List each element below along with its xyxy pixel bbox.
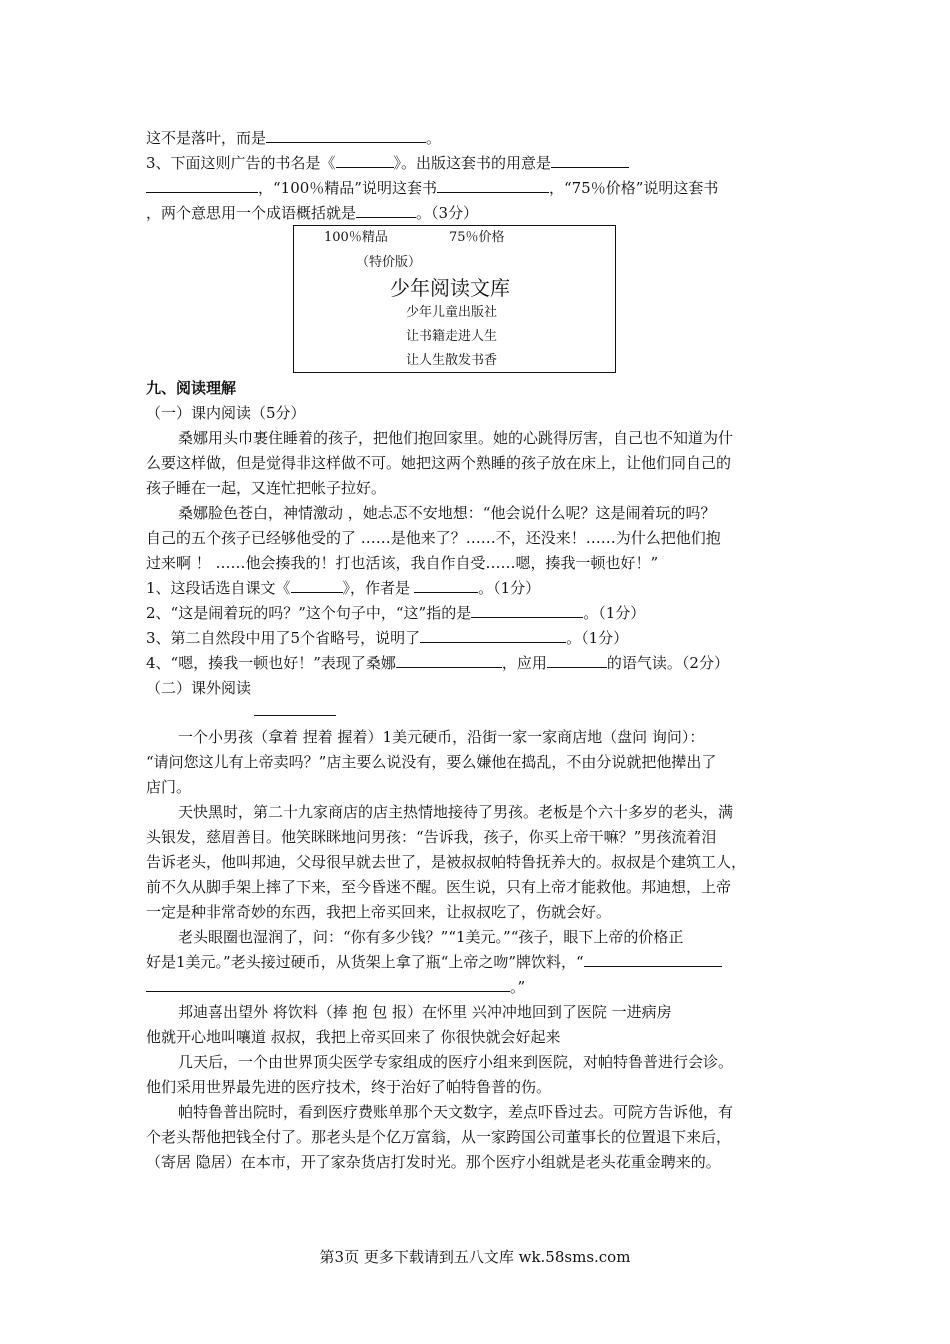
story-line: 几天后，一个由世界顶尖医学专家组成的医疗小组来到医院，对帕特鲁普进行会诊。 [178, 1053, 734, 1071]
passage-line: 么要这样做，但是觉得非这样做不可。她把这两个熟睡的孩子放在床上，让他们同自己的 [146, 454, 732, 472]
story-line: 老头眼圈也湿润了，问：“你有多少钱？”“1美元。”“孩子，眼下上帝的价格正 [178, 928, 684, 946]
ad-price: 75％价格 [449, 230, 505, 245]
author-blank[interactable] [414, 578, 478, 593]
text: 》，作者是 [342, 579, 411, 597]
old-man-words-blank-cont[interactable] [146, 977, 510, 992]
idiom-blank[interactable] [356, 203, 416, 218]
text: 4、“嗯，揍我一顿也好！”表现了桑娜 [146, 654, 396, 672]
quality-blank[interactable] [437, 178, 549, 193]
story-line: 天快黑时，第二十九家商店的店主热情地接待了男孩。老板是个六十多岁的老头，满 [178, 803, 734, 821]
text: 3、下面这则广告的书名是《 [146, 154, 336, 172]
passage-line: 桑娜用头巾裹住睡着的孩子，把他们抱回家里。她的心跳得厉害，自己也不知道为什 [178, 429, 734, 447]
passage-line: 孩子睡在一起，又连忙把帐子拉好。 [146, 479, 387, 497]
text: 这不是落叶，而是 [146, 129, 267, 147]
text: 3、第二自然段中用了5个省略号，说明了 [146, 629, 421, 647]
question-2 [146, 603, 645, 623]
story-line: 一个小男孩（拿着 捏着 握着）1美元硬币，沿街一家一家商店地（盘问 询问）： [178, 728, 705, 746]
story-line: （寄居 隐居）在本市，开了家杂货店打发时光。那个医疗小组就是老头花重金聘来的。 [146, 1153, 721, 1171]
story-line: 个老头帮他把钱全付了。那老头是个亿万富翁，从一家跨国公司董事长的位置退下来后， [146, 1128, 732, 1146]
ad-title: 少年阅读文库 [390, 276, 510, 300]
ad-publisher: 少年儿童出版社 [406, 305, 498, 320]
story-line: 帕特鲁普出院时，看到医疗费账单那个天文数字，差点吓昏过去。可院方告诉他，有 [178, 1103, 734, 1121]
text: 。” [510, 978, 526, 996]
text: 。（1分） [583, 604, 646, 622]
text: ，“75％价格”说明这套书 [548, 179, 719, 197]
expression-blank[interactable] [396, 653, 502, 668]
passage-line: 过来啊 ！ ……他会揍我的！打也活该，我自作自受……嗯，揍我一顿也好！” [146, 554, 659, 572]
story-line: 邦迪喜出望外 将饮料（捧 抱 包 报）在怀里 兴冲冲地回到了医院 一进病房 [178, 1003, 672, 1021]
answer-blank[interactable] [266, 128, 426, 143]
question-1 [146, 578, 540, 598]
old-man-words-blank[interactable] [584, 952, 722, 967]
text: ，应用 [501, 654, 547, 672]
ad-slogan-1: 让书籍走进人生 [406, 329, 498, 344]
purpose-blank-cont[interactable] [146, 178, 258, 193]
page-footer: 第3页 更多下载请到五八文库 wk.58sms.com [319, 1248, 631, 1266]
story-title-blank[interactable] [254, 701, 336, 716]
text: ，两个意思用一个成语概括就是 [146, 204, 357, 222]
text: 。（1分） [566, 629, 629, 647]
part2-title: （二）课外阅读 [146, 679, 252, 697]
question-3-line3 [146, 203, 478, 223]
line-not-fallen-leaves [146, 128, 441, 148]
book-advertisement [293, 225, 616, 373]
story-line: 前不久从脚手架上摔了下来，至今昏迷不醒。医生说，只有上帝才能救他。邦迪想，上帝 [146, 878, 732, 896]
purpose-blank[interactable] [551, 153, 629, 168]
story-line: 店门。 [146, 778, 192, 796]
question-3-line2 [146, 178, 718, 198]
text: 。 [426, 129, 442, 147]
question-3-line1 [146, 153, 629, 173]
question-4 [146, 653, 729, 673]
story-line [146, 977, 525, 997]
text: 好是1美元。”老头接过硬币，从货架上拿了瓶“上帝之吻”牌饮料，“ [146, 953, 584, 971]
story-line: 告诉老头，他叫邦迪，父母很早就去世了，是被叔叔帕特鲁抚养大的。叔叔是个建筑工人， [146, 853, 747, 871]
story-line: 头银发，慈眉善目。他笑眯眯地问男孩：“告诉我，孩子，你买上帝干嘛？”男孩流着泪 [146, 828, 717, 846]
passage-line: 自己的五个孩子已经够他受的了 ……是他来了？……不，还没来！……为什么把他们抱 [146, 529, 721, 547]
ellipsis-meaning-blank[interactable] [420, 628, 566, 643]
section-title: 九、阅读理解 [146, 379, 237, 397]
text: 》。出版这套书的用意是 [393, 154, 552, 172]
text: 2、“这是闹着玩的吗？”这个句子中，“这”指的是 [146, 604, 472, 622]
book-title-blank[interactable] [336, 153, 394, 168]
story-line: 他就开心地叫嚷道 叔叔，我把上帝买回来了 你很快就会好起来 [146, 1028, 561, 1046]
story-line: “请问您这儿有上帝卖吗？”店主要么说没有，要么嫌他在捣乱，不由分说就把他撵出了 [146, 753, 717, 771]
text: 1、这段话选自课文《 [146, 579, 291, 597]
passage-line: 桑娜脸色苍白，神情激动 ，她忐忑不安地想：“他会说什么呢？这是闹着玩的吗？ [178, 504, 716, 522]
lesson-title-blank[interactable] [291, 578, 343, 593]
ad-slogan-2: 让人生散发书香 [406, 353, 498, 368]
part1-title: （一）课内阅读（5分） [146, 404, 306, 422]
text: ，“100％精品”说明这套书 [258, 179, 437, 197]
tone-blank[interactable] [547, 653, 607, 668]
text: 。（1分） [478, 579, 541, 597]
ad-quality: 100％精品 [324, 230, 388, 245]
ad-edition: （特价版） [356, 255, 422, 270]
story-line [146, 952, 722, 972]
story-line: 一定是种非常奇妙的东西，我把上帝买回来，让叔叔吃了，伤就会好。 [146, 903, 612, 921]
text: 的语气读。（2分） [606, 654, 729, 672]
story-line: 他们采用世界最先进的医疗技术，终于治好了帕特鲁普的伤。 [146, 1078, 552, 1096]
refers-to-blank[interactable] [471, 603, 583, 618]
question-3 [146, 628, 628, 648]
text: 。（3分） [416, 204, 479, 222]
